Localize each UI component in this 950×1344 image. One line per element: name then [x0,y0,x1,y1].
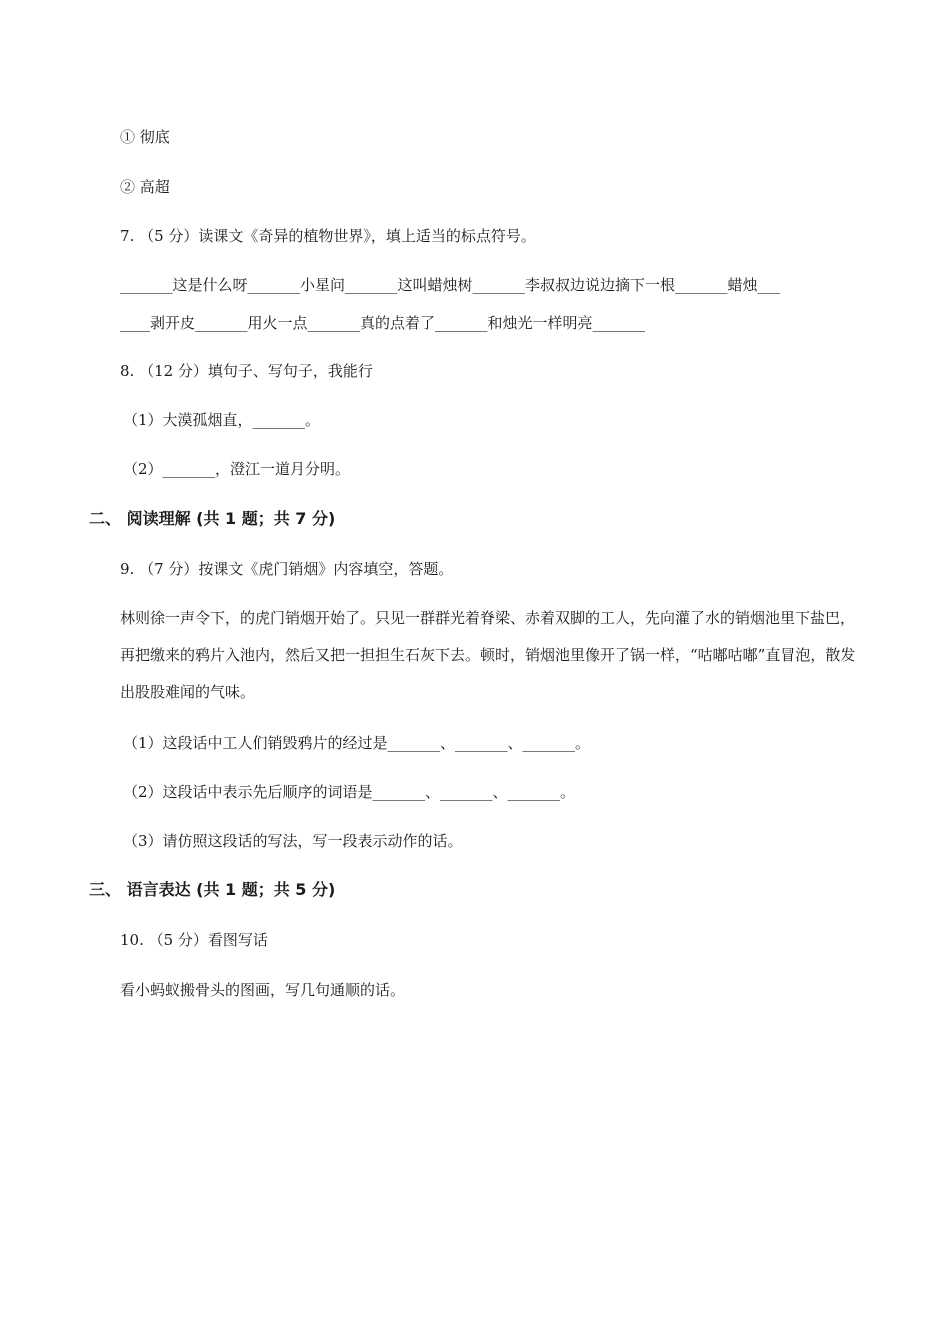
q9-item-2: （2）这段话中表示先后顺序的词语是_______、_______、_______。 [123,783,576,801]
q8-item-2: （2）_______，澄江一道月分明。 [123,460,351,478]
q9-title: 9. （7 分）按课文《虎门销烟》内容填空，答题。 [120,560,454,578]
q7-punctuation-line-1: _______这是什么呀_______小星问_______这叫蜡烛树_______李叔叔边说边摘下一根_______蜡烛___ [120,276,781,294]
q10-title: 10. （5 分）看图写话 [120,931,268,949]
q9-passage: 林则徐一声令下，的虎门销烟开始了。只见一群群光着脊梁、赤着双脚的工人，先向灌了水的销烟池里下盐巴，再把缴来的鸦片入池内，然后又把一担担生石灰下去。顿时，销烟池里像开了锅一样，“咕嘟咕嘟”直冒泡，散发出股股难闻的气味。 [120,609,856,701]
section-3-heading: 三、 语言表达 (共 1 题；共 5 分) [89,880,336,899]
option-1: ① 彻底 [120,128,170,146]
q8-item-1: （1）大漠孤烟直，_______。 [123,411,321,429]
q7-title: 7. （5 分）读课文《奇异的植物世界》，填上适当的标点符号。 [120,227,536,245]
section-2-heading: 二、 阅读理解 (共 1 题；共 7 分) [89,509,336,528]
q8-title: 8. （12 分）填句子、写句子，我能行 [120,362,373,380]
q10-prompt: 看小蚂蚁搬骨头的图画，写几句通顺的话。 [120,981,406,999]
q9-item-1: （1）这段话中工人们销毁鸦片的经过是_______、_______、_______。 [123,734,591,752]
option-2: ② 高超 [120,178,170,196]
q7-punctuation-line-2: ____剥开皮_______用火一点_______真的点着了_______和烛光一样明亮_______ [120,314,646,332]
q9-item-3: （3）请仿照这段话的写法，写一段表示动作的话。 [123,832,463,850]
